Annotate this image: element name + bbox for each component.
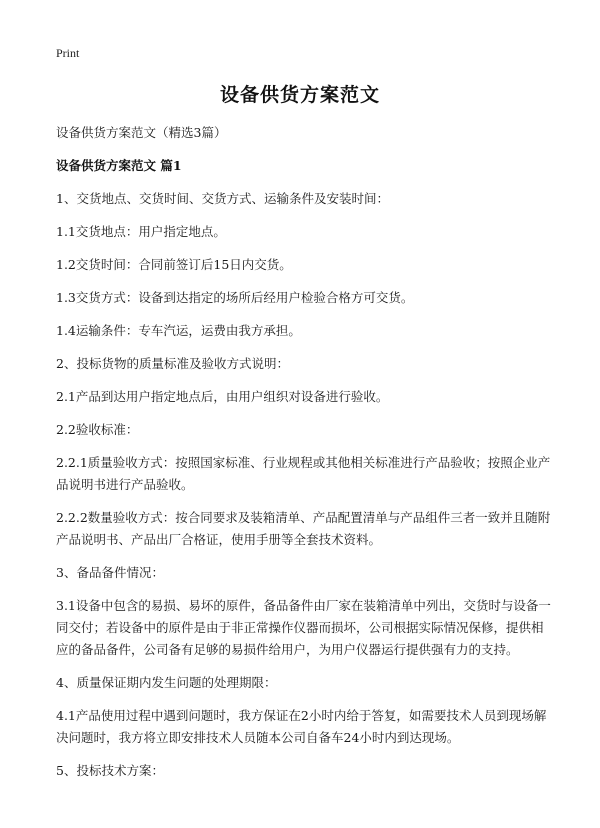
paragraph: 5、投标技术方案： — [56, 763, 164, 778]
print-label: Print — [56, 46, 80, 60]
paragraph: 4.1产品使用过程中遇到问题时，我方保证在2小时内给于答复，如需要技术人员到现场解决问题时，我方将立即安排技术人员随本公司自备车24小时内到达现场。 — [56, 708, 547, 745]
paragraph: 设备供货方案范文（精选3篇） — [56, 125, 227, 140]
paragraph: 1.1交货地点：用户指定地点。 — [56, 224, 226, 239]
paragraph: 3.1设备中包含的易损、易坏的原件，备品备件由厂家在装箱清单中列出，交货时与设备一同交付；若设备中的原件是由于非正常操作仪器而损坏，公司根据实际情况保修，提供相应的备品备件，公司备有足够的易损件给用户，为用户仪器运行提供强有力的支持。 — [56, 598, 551, 657]
paragraph: 4、质量保证期内发生问题的处理期限： — [56, 675, 277, 690]
paragraph: 1.4运输条件：专车汽运，运费由我方承担。 — [56, 323, 301, 338]
paragraph: 2、投标货物的质量标准及验收方式说明： — [56, 356, 289, 371]
paragraph: 1、交货地点、交货时间、交货方式、运输条件及安装时间： — [56, 191, 389, 206]
document-title: 设备供货方案范文 — [219, 84, 380, 106]
paragraph: 2.2.1质量验收方式：按照国家标准、行业规程或其他相关标准进行产品验收；按照企业产品说明书进行产品验收。 — [56, 455, 551, 492]
paragraph: 2.2.2数量验收方式：按合同要求及装箱清单、产品配置清单与产品组件三者一致并且随附产品说明书、产品出厂合格证，使用手册等全套技术资料。 — [56, 510, 551, 547]
paragraph: 1.3交货方式：设备到达指定的场所后经用户检验合格方可交货。 — [56, 290, 414, 305]
paragraph: 3、备品备件情况： — [56, 565, 164, 580]
paragraph: 2.1产品到达用户指定地点后，由用户组织对设备进行验收。 — [56, 389, 389, 404]
paragraph: 1.2交货时间：合同前签订后15日内交货。 — [56, 257, 292, 272]
document-body — [56, 122, 554, 793]
section-heading: 设备供货方案范文 篇1 — [56, 158, 182, 173]
paragraph: 2.2验收标准： — [56, 422, 139, 437]
